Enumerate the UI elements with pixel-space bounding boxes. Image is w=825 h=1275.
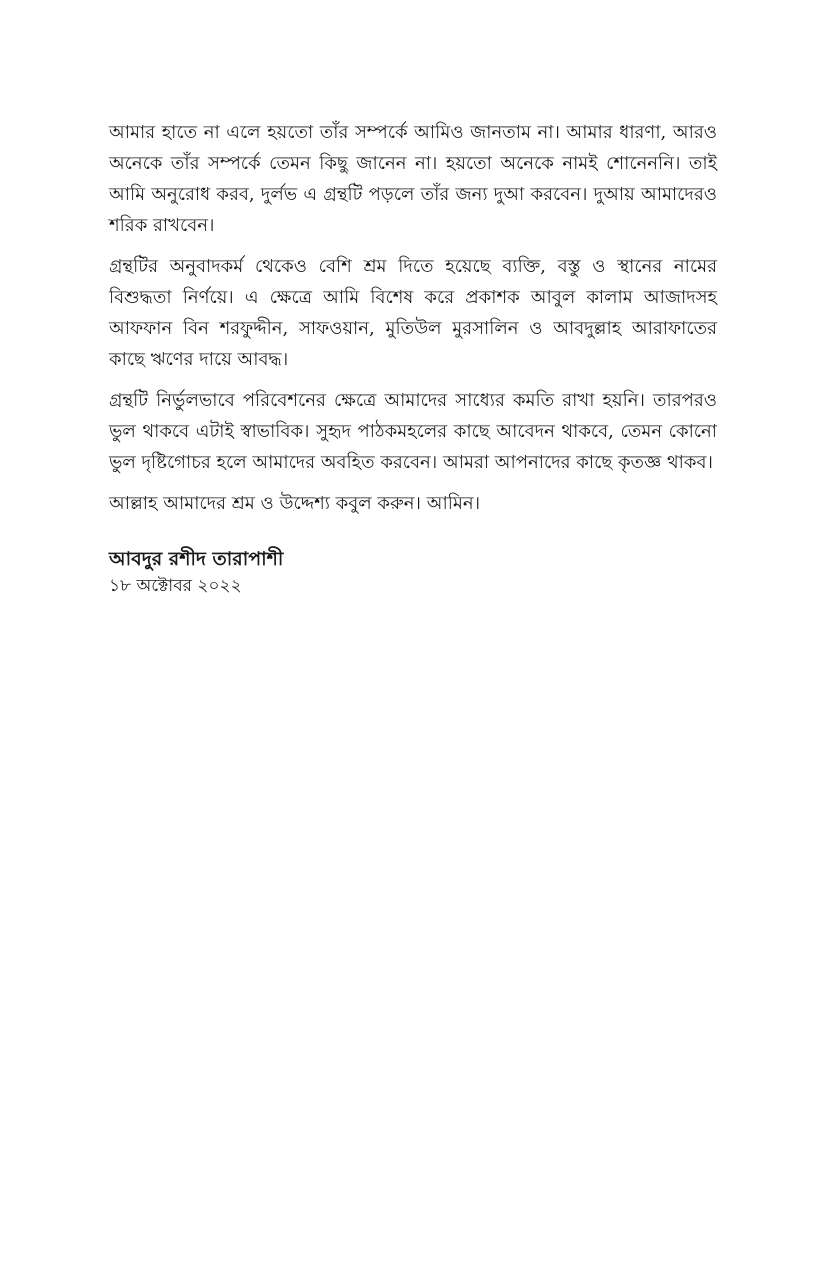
paragraph-2: গ্রন্থটির অনুবাদকর্ম থেকেও বেশি শ্রম দিতে হয়েছে ব্যক্তি, বস্তু ও স্থানের নামের বিশুদ্ধতা নির্ণয়ে। এ ক্ষেত্রে আমি বিশেষ করে প্রকাশক আবুল কালাম আজাদসহ আফফান বিন শরফুদ্দীন, সাফওয়ান, মুতিউল মুরসালিন ও আবদুল্লাহ আরাফাতের কাছে ঋণের দায়ে আবদ্ধ। (109, 256, 717, 370)
document-page (109, 117, 717, 599)
signature-block (109, 545, 717, 599)
paragraph-3: গ্রন্থটি নির্ভুলভাবে পরিবেশনের ক্ষেত্রে আমাদের সাধ্যের কমতি রাখা হয়নি। তারপরও ভুল থাকবে এটাই স্বাভাবিক। সুহৃদ পাঠকমহলের কাছে আবেদন থাকবে, তেমন কোনো ভুল দৃষ্টিগোচর হলে আমাদের অবহিত করবেন। আমরা আপনাদের কাছে কৃতজ্ঞ থাকব। (109, 390, 717, 473)
signature-name: আবদুর রশীদ তারাপাশী (109, 548, 284, 570)
paragraph-4: আল্লাহ আমাদের শ্রম ও উদ্দেশ্য কবুল করুন। আমিন। (109, 493, 481, 514)
signature-date: ১৮ অক্টোবর ২০২২ (109, 576, 242, 596)
paragraph-1: আমার হাতে না এলে হয়তো তাঁর সম্পর্কে আমিও জানতাম না। আমার ধারণা, আরও অনেকে তাঁর সম্পর্কে তেমন কিছু জানেন না। হয়তো অনেকে নামই শোনেননি। তাই আমি অনুরোধ করব, দুর্লভ এ গ্রন্থটি পড়লে তাঁর জন্য দুআ করবেন। দুআয় আমাদেরও শরিক রাখবেন। (109, 122, 717, 236)
